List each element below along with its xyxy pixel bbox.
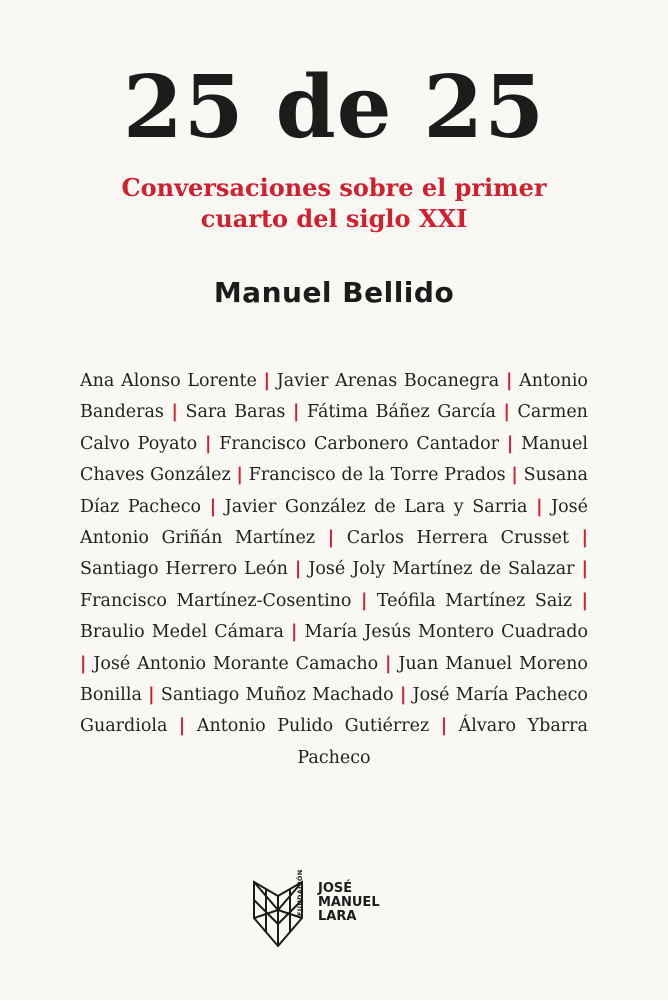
contributors-list — [80, 366, 588, 774]
author-name: Manuel Bellido — [213, 276, 455, 309]
contributor-name: Ana Alonso Lorente — [80, 371, 257, 391]
contributor-name: José María Pacheco Guardiola — [80, 685, 588, 737]
contributor-name: Sara Baras — [185, 402, 286, 423]
contributor-name: Antonio Pulido Gutiérrez — [196, 716, 430, 737]
subtitle-line-2: cuarto del siglo XXI — [200, 204, 468, 233]
contributor-name: Juan Manuel Moreno Bonilla — [80, 653, 588, 706]
publisher-line-2: MANUEL — [318, 895, 380, 910]
publisher-line-1: JOSÉ — [318, 881, 353, 896]
contributor-name: Francisco de la Torre Prados — [248, 465, 506, 486]
name-separator: | — [209, 496, 217, 517]
name-separator: | — [80, 653, 87, 674]
book-title: 25 de 25 — [122, 57, 546, 158]
contributor-name: Javier González de Lara y Sarria — [224, 496, 528, 517]
name-separator: | — [148, 685, 155, 706]
name-separator: | — [236, 465, 243, 486]
name-separator: | — [511, 465, 518, 486]
name-separator: | — [505, 371, 513, 391]
contributor-name: José Antonio Morante Camacho — [93, 653, 379, 674]
publisher-logo — [252, 869, 402, 952]
name-separator: | — [292, 402, 300, 423]
publisher-name — [318, 882, 380, 924]
contributor-name: José Antonio Griñán Martínez — [80, 496, 588, 549]
name-separator: | — [440, 716, 448, 737]
name-separator: | — [399, 685, 407, 706]
name-separator: | — [385, 653, 392, 674]
subtitle-line-1: Conversaciones sobre el primer — [121, 173, 547, 202]
book-subtitle — [0, 172, 668, 234]
contributor-name: Fátima Báñez García — [306, 402, 496, 423]
contributor-name: Álvaro Ybarra Pacheco — [297, 716, 588, 768]
contributor-name: Braulio Medel Cámara — [80, 622, 284, 643]
contributor-name: Teófila Martínez Saiz — [376, 590, 573, 611]
contributor-name: Santiago Herrero León — [80, 559, 288, 580]
name-separator: | — [263, 371, 271, 391]
contributor-name: Manuel Chaves González — [80, 433, 588, 486]
contributor-name: Francisco Carbonero Cantador — [219, 433, 499, 454]
name-separator: | — [291, 622, 298, 643]
name-separator: | — [581, 528, 588, 549]
contributor-name: Carlos Herrera Crusset — [346, 528, 570, 549]
name-separator: | — [294, 559, 302, 580]
name-separator: | — [171, 402, 178, 423]
name-separator: | — [327, 528, 335, 549]
name-separator: | — [536, 496, 543, 517]
contributor-name: María Jesús Montero Cuadrado — [304, 622, 588, 643]
contributor-name: Antonio Banderas — [80, 371, 588, 423]
contributor-name: Francisco Martínez-Cosentino — [80, 590, 352, 611]
name-separator: | — [581, 590, 588, 611]
publisher-line-3: LARA — [318, 909, 357, 924]
contributor-name: José Joly Martínez de Salazar — [308, 559, 575, 580]
name-separator: | — [506, 433, 514, 454]
name-separator: | — [581, 559, 588, 580]
contributor-name: Susana Díaz Pacheco — [80, 465, 588, 517]
contributor-name: Carmen Calvo Poyato — [80, 402, 588, 454]
contributor-name: Santiago Muñoz Machado — [160, 685, 394, 706]
publisher-vertical-label: FUNDACIÓN — [296, 869, 304, 916]
name-separator: | — [503, 402, 510, 423]
name-separator: | — [205, 433, 212, 454]
name-separator: | — [178, 716, 186, 737]
name-separator: | — [360, 590, 368, 611]
contributor-name: Javier Arenas Bocanegra — [276, 371, 500, 391]
